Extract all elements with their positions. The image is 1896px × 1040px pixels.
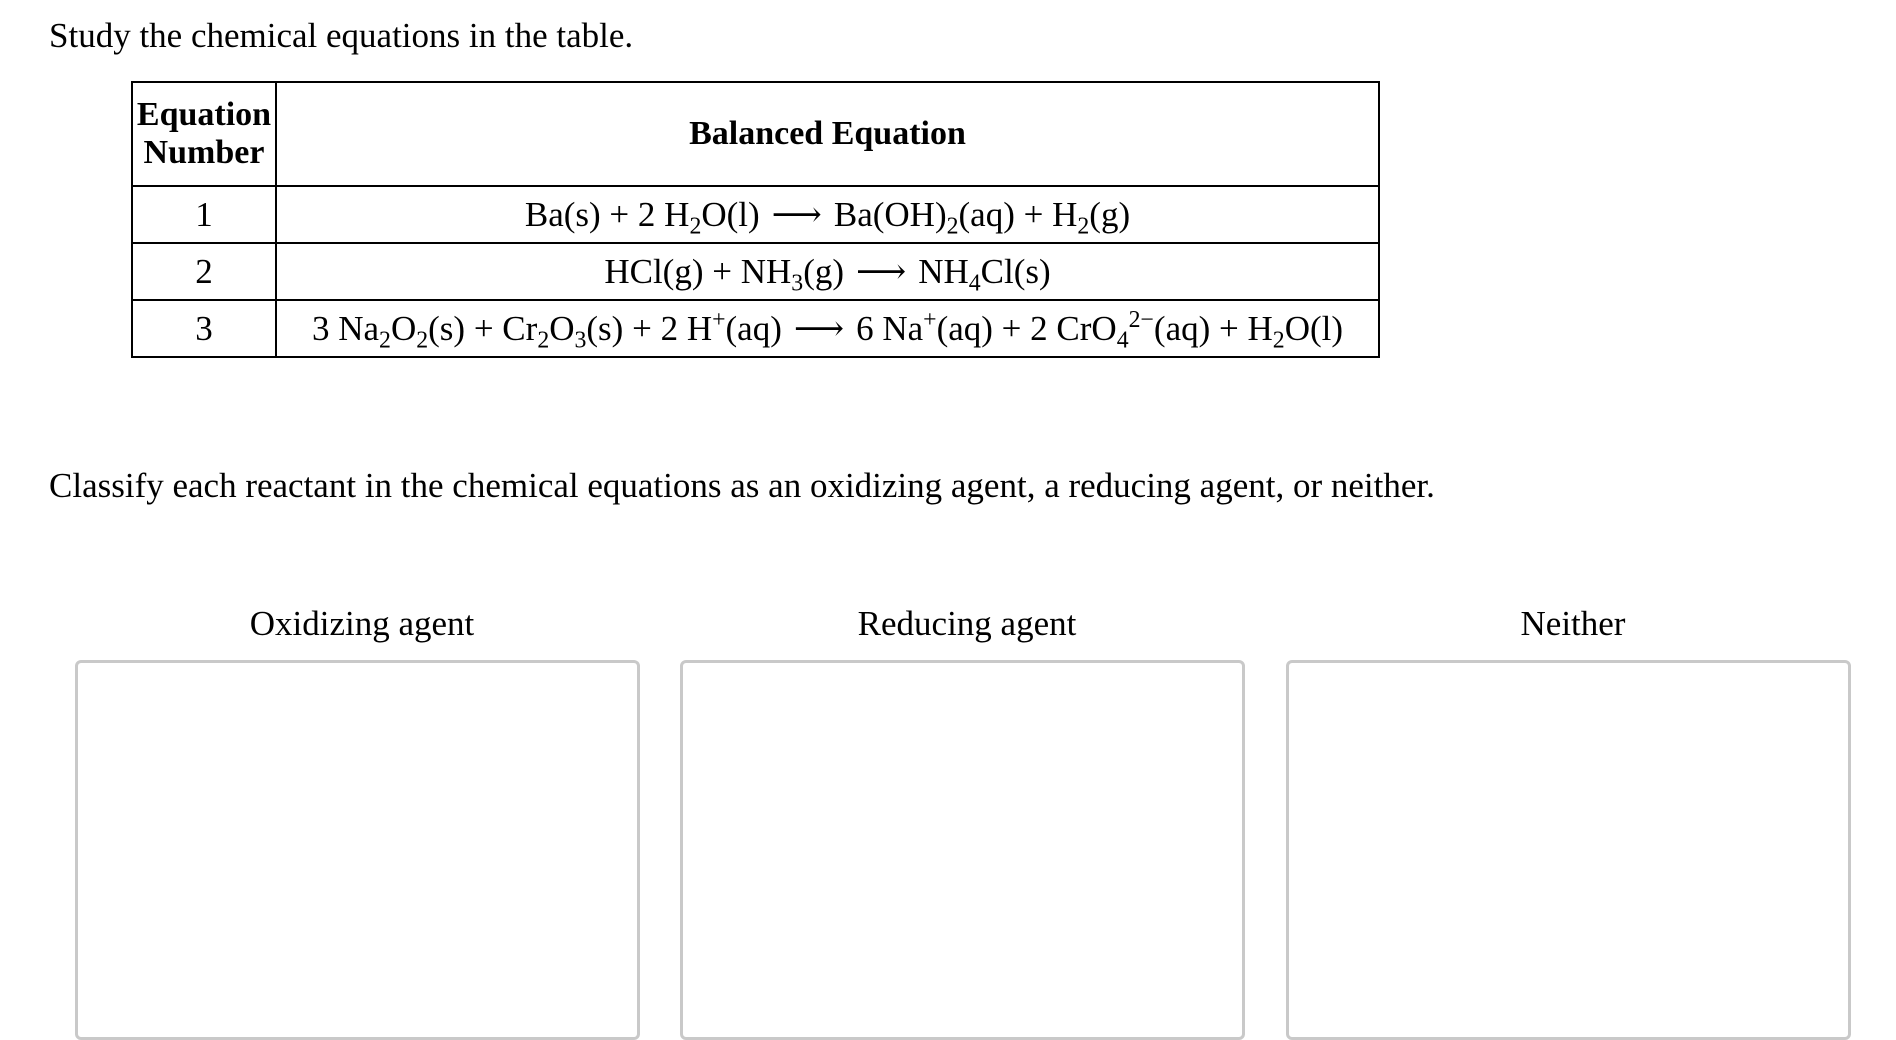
equation-number-header-line2: Number	[143, 134, 265, 171]
neither-drop-zone[interactable]	[1286, 660, 1851, 1040]
equation-number-header-line1: Equation	[136, 95, 272, 133]
table-header-row	[132, 82, 1379, 186]
reaction-arrow-icon: ⟶	[771, 194, 822, 234]
equation-number-cell: 3	[132, 300, 276, 357]
reaction-arrow-icon: ⟶	[793, 308, 845, 348]
instruction-classify-reactants: Classify each reactant in the chemical equations as an oxidizing agent, a reducing agent, or neither.	[49, 466, 1435, 505]
balanced-equation-header: Balanced Equation	[276, 82, 1379, 186]
equation-cell-3	[276, 300, 1379, 357]
table-row	[132, 243, 1379, 300]
instruction-study-table: Study the chemical equations in the table.	[49, 16, 634, 55]
table-row	[132, 300, 1379, 357]
equation-number-cell: 2	[132, 243, 276, 300]
equation-cell-2	[276, 243, 1379, 300]
neither-label: Neither	[1520, 604, 1626, 643]
balanced-equation-3: 3 $Na_2O_2(s) + Cr_2O_3(s) + 2$ H+(aq) ⟶ 6 Na+(aq) + 2 $CrO_4^{2-}(aq) + H_2O(l)$	[311, 306, 1344, 354]
reaction-arrow-icon: ⟶	[856, 251, 907, 291]
oxidizing-agent-drop-zone[interactable]	[75, 660, 640, 1040]
equation-cell-1	[276, 186, 1379, 243]
chemical-equations-table	[131, 81, 1380, 358]
equation-number-header	[132, 82, 276, 186]
oxidizing-agent-label: Oxidizing agent	[249, 604, 475, 643]
equation-number-cell: 1	[132, 186, 276, 243]
table-row	[132, 186, 1379, 243]
balanced-equation-1: Ba(s) + 2 $H_2O(l)$ ⟶ $Ba(OH)_2(aq) + H_2(g)$	[524, 194, 1131, 240]
balanced-equation-2: $HCl(g) + NH_3(g)$ ⟶ $NH_4Cl(s)$	[604, 251, 1051, 297]
reducing-agent-label: Reducing agent	[857, 604, 1077, 643]
reducing-agent-drop-zone[interactable]	[680, 660, 1245, 1040]
